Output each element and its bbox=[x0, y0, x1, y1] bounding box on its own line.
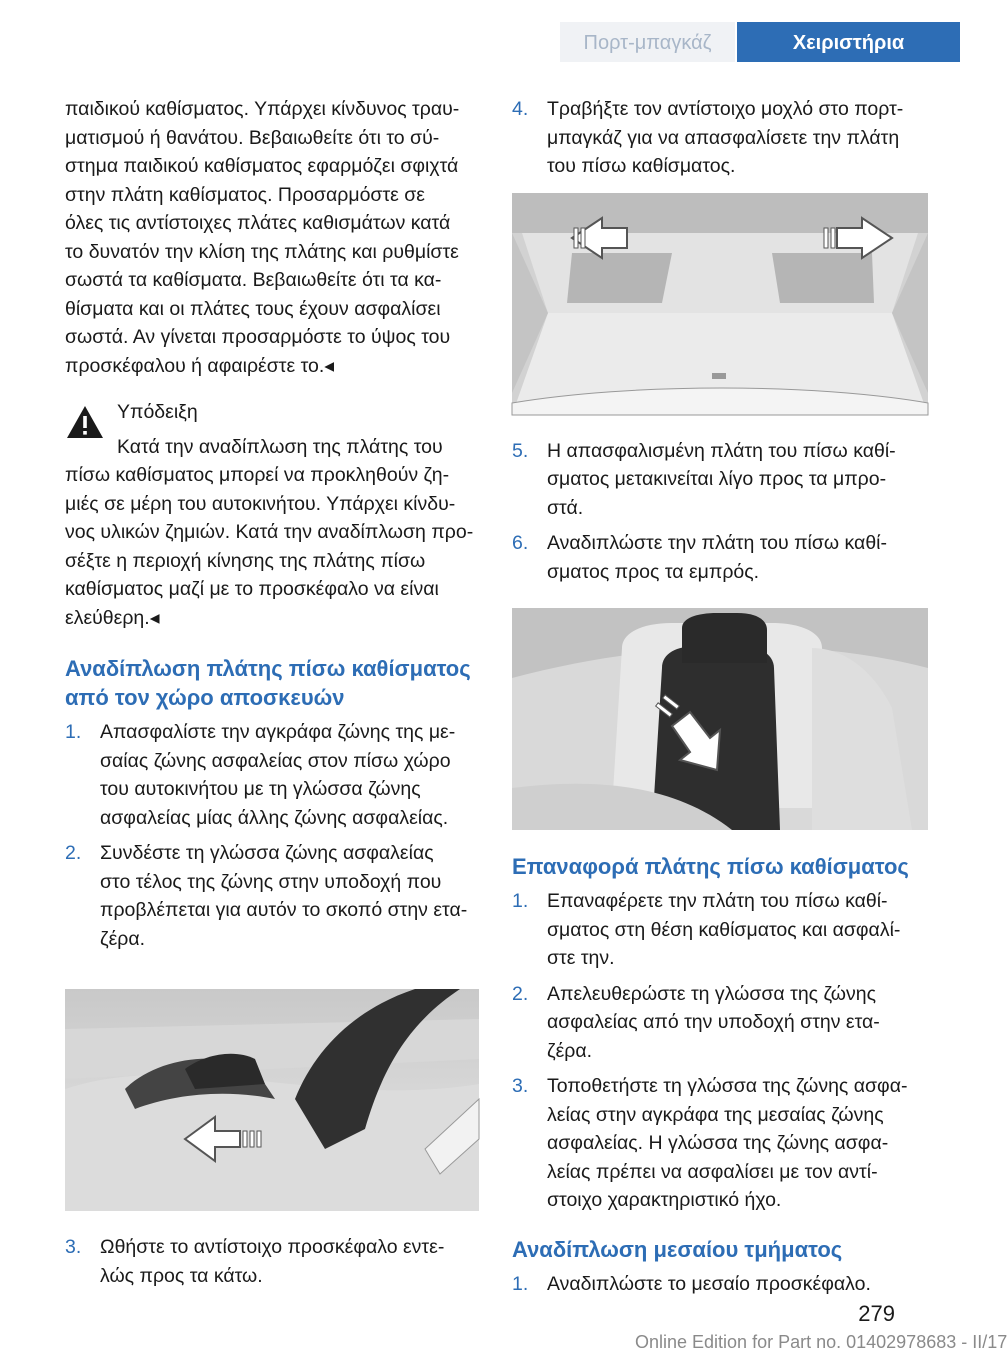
step-number: 3. bbox=[512, 1075, 529, 1097]
warning-icon bbox=[65, 404, 105, 440]
step-text: Ωθήστε το αντίστοιχο προσκέφαλο εντε- λώς προς τα κάτω. bbox=[100, 1236, 445, 1287]
step-number: 5. bbox=[512, 439, 529, 462]
steps-list-left-cont bbox=[65, 1233, 479, 1290]
footer-edition: Online Edition for Part no. 01402978683 - II/17 bbox=[635, 1332, 1007, 1352]
illustration-rear-seat bbox=[512, 608, 928, 830]
step-number: 6. bbox=[512, 532, 529, 554]
list-item bbox=[512, 95, 928, 181]
left-column bbox=[65, 95, 479, 1297]
step-number: 3. bbox=[65, 1236, 82, 1258]
step-text: Αναδιπλώστε την πλάτη του πίσω καθί- σματος προς τα εμπρός. bbox=[547, 532, 887, 583]
list-item bbox=[65, 839, 479, 953]
list-item bbox=[512, 887, 928, 973]
steps-list-right-d bbox=[512, 1270, 928, 1299]
note-block bbox=[65, 398, 479, 632]
note-first-line: Κατά την αναδίπλωση της πλάτης του bbox=[117, 435, 443, 458]
step-text: Απελευθερώστε τη γλώσσα της ζώνης ασφαλείας από την υποδοχή στην ετα- ζέρα. bbox=[547, 982, 880, 1062]
page-number: 279 bbox=[858, 1301, 895, 1326]
illustration-headrest bbox=[65, 989, 479, 1211]
figure-headrest-release bbox=[65, 989, 479, 1211]
step-number: 2. bbox=[65, 842, 82, 864]
list-item bbox=[512, 1072, 928, 1215]
section-heading-restore-seat: Επαναφορά πλάτης πίσω καθίσματος bbox=[512, 854, 909, 879]
step-text: Αναδιπλώστε το μεσαίο προσκέφαλο. bbox=[547, 1272, 871, 1295]
section-heading-fold-from-trunk: Αναδίπλωση πλάτης πίσω καθίσματος από τον χώρο αποσκευών bbox=[65, 656, 471, 710]
figure-trunk-levers bbox=[512, 193, 928, 415]
step-number: 1. bbox=[65, 721, 82, 743]
steps-list-right-c bbox=[512, 887, 928, 1215]
header-tab-controls[interactable]: Χειριστήρια bbox=[737, 22, 960, 62]
step-text: Τοποθετήστε τη γλώσσα της ζώνης ασφα- λείας στην αγκράφα της μεσαίας ζώνης ασφαλείας. Η γλώσσα της ζώνης ασφα- λείας πρέπει να ασφαλίσει με τον αντί- στοιχο χαρακτηριστικό ήχο. bbox=[547, 1075, 908, 1211]
step-number: 1. bbox=[512, 890, 529, 912]
note-text: πίσω καθίσματος μπορεί να προκληθούν ζη- μιές σε μέρη του αυτοκινήτου. Υπάρχει κίνδυ- νος υλικών ζημιών. Κατά την αναδίπλωση προ- σέξτε η περιοχή κίνησης της πλάτης πίσω καθίσματος μαζί με το προσκέφαλο να είναι ελεύθερη.◂ bbox=[65, 464, 474, 629]
step-text: Συνδέστε τη γλώσσα ζώνης ασφαλείας στο τέλος της ζώνης στην υποδοχή που προβλέπεται για αυτόν το σκοπό στην ετα- ζέρα. bbox=[100, 842, 468, 950]
step-text: Απασφαλίστε την αγκράφα ζώνης της με- σαίας ζώνης ασφαλείας στον πίσω χώρο του αυτοκινήτου με τη γλώσσα ζώνης ασφαλείας μίας άλλης ζώνης ασφαλείας. bbox=[100, 721, 456, 829]
steps-list-left bbox=[65, 718, 479, 953]
page-header bbox=[0, 0, 960, 62]
step-number: 4. bbox=[512, 98, 529, 120]
list-item bbox=[512, 1270, 928, 1299]
list-item bbox=[512, 980, 928, 1066]
list-item bbox=[65, 1233, 479, 1290]
note-title: Υπόδειξη bbox=[117, 401, 198, 423]
illustration-trunk bbox=[512, 193, 928, 415]
step-number: 1. bbox=[512, 1272, 529, 1295]
right-column bbox=[512, 95, 928, 1305]
step-text: Επαναφέρετε την πλάτη του πίσω καθί- σματος στη θέση καθίσματος και ασφαλί- στε την. bbox=[547, 890, 901, 969]
header-tab-trunk[interactable]: Πορτ-μπαγκάζ bbox=[560, 22, 735, 62]
intro-paragraph: παιδικού καθίσματος. Υπάρχει κίνδυνος τραυ- ματισμού ή θανάτου. Βεβαιωθείτε ότι το σύ- στημα παιδικού καθίσματος εφαρμόζει σφιχτά στην πλάτη καθίσματος. Προσαρμόστε σε όλες τις αντίστοιχες πλάτες καθισμάτων κατά το δυνατόν την κλίση της πλάτης και ρυθμίστε σωστά τα καθίσματα. Βεβαιωθείτε ότι τα κα- θίσματα και οι πλάτες τους έχουν ασφαλίσει σωστά. Αν γίνεται προσαρμόστε το ύψος του προσκέφαλου ή αφαιρέστε το.◂ bbox=[65, 98, 460, 377]
step-number: 2. bbox=[512, 982, 529, 1005]
list-item bbox=[65, 718, 479, 832]
list-item bbox=[512, 529, 928, 586]
steps-list-right-b bbox=[512, 437, 928, 587]
figure-fold-seat-forward bbox=[512, 608, 928, 830]
steps-list-right-a bbox=[512, 95, 928, 181]
section-heading-fold-middle: Αναδίπλωση μεσαίου τμήματος bbox=[512, 1236, 843, 1262]
step-text: Τραβήξτε τον αντίστοιχο μοχλό στο πορτ- μπαγκάζ για να απασφαλίσετε την πλάτη του πίσω καθίσματος. bbox=[547, 98, 904, 177]
step-text: Η απασφαλισμένη πλάτη του πίσω καθί- σματος μετακινείται λίγο προς τα μπρο- στά. bbox=[547, 439, 896, 519]
list-item bbox=[512, 437, 928, 523]
